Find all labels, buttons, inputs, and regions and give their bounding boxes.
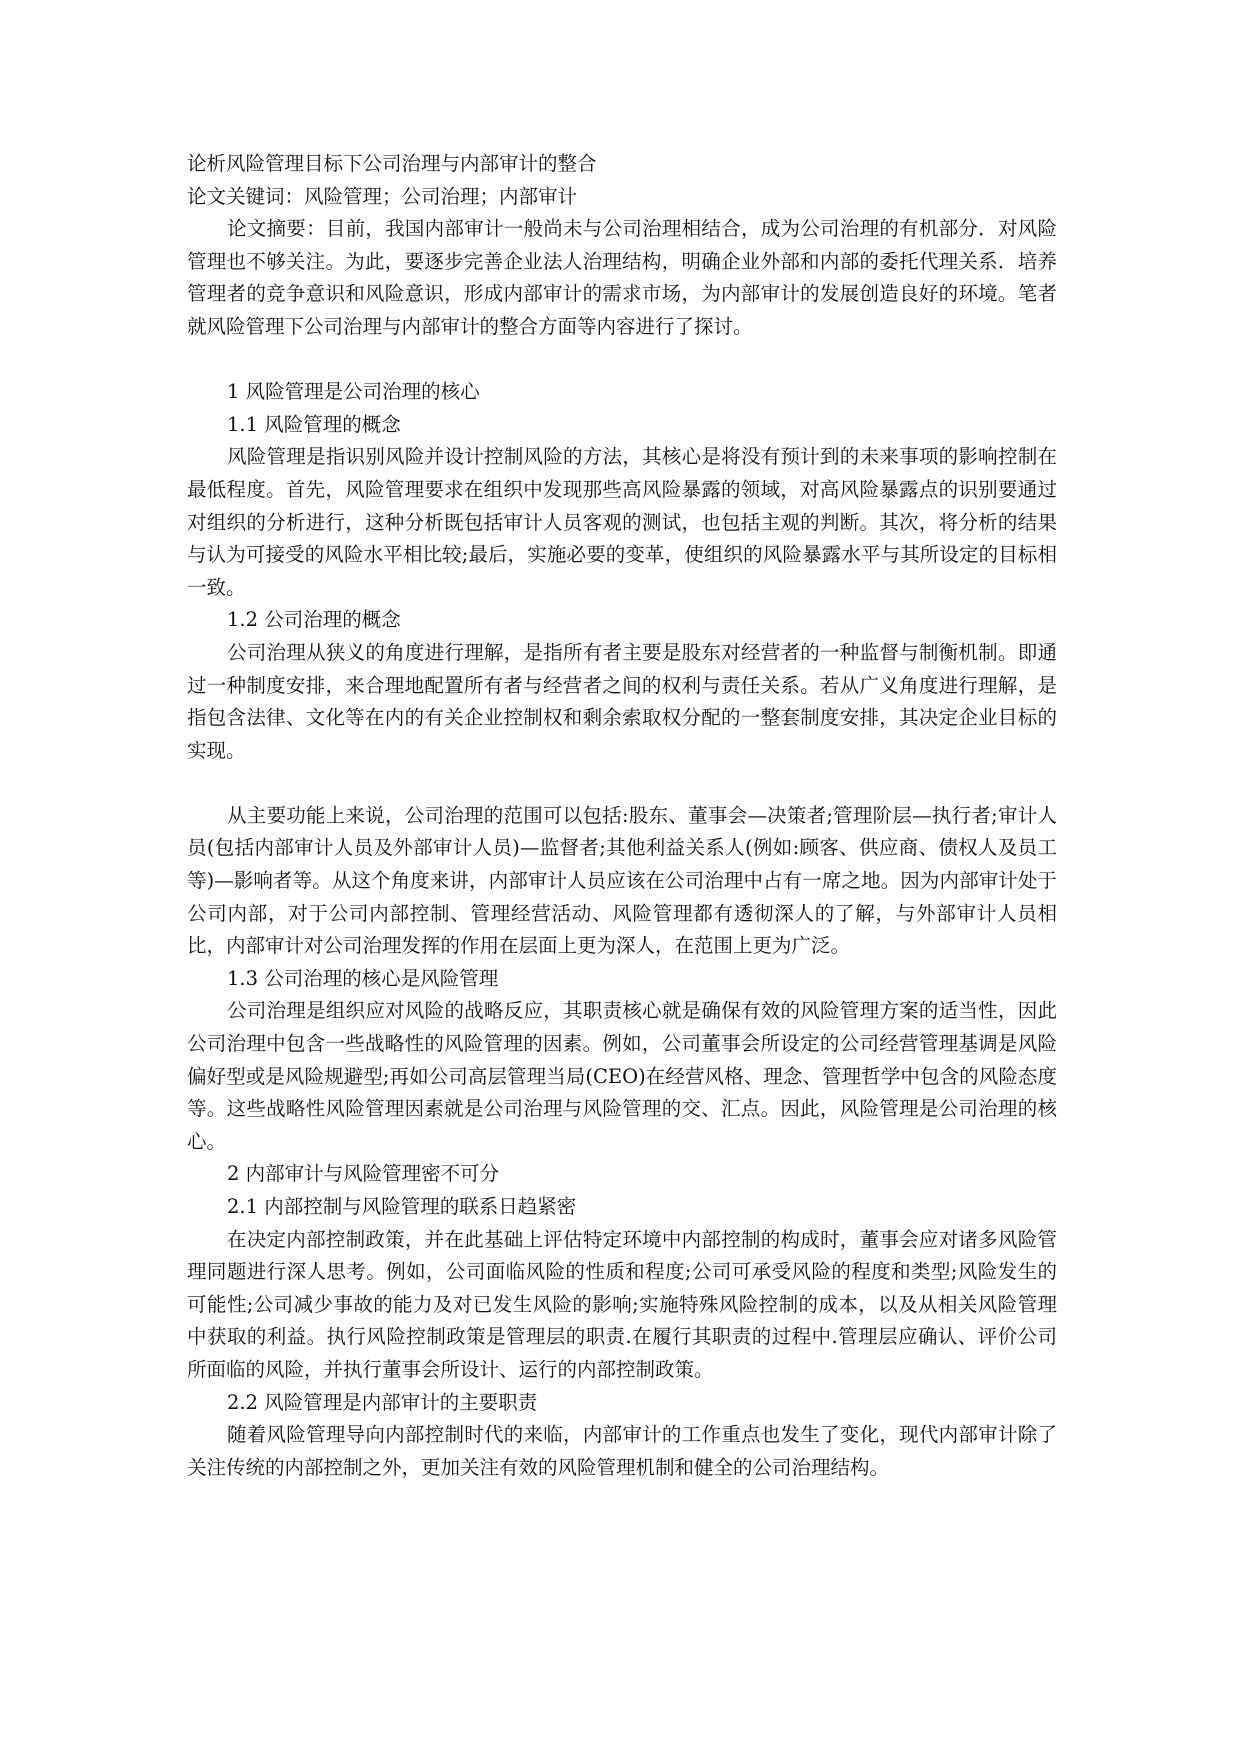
spacer (187, 344, 1057, 377)
subsection-heading-1-3: 1.3 公司治理的核心是风险管理 (227, 966, 499, 990)
keywords-line: 论文关键词：风险管理；公司治理；内部审计 (187, 184, 578, 208)
section-heading-1: 1 风险管理是公司治理的核心 (227, 380, 480, 404)
subsection-heading-2-1: 2.1 内部控制与风险管理的联系日趋紧密 (227, 1195, 577, 1218)
spacer (187, 767, 1057, 800)
subsection-heading-1-1: 1.1 风险管理的概念 (227, 412, 401, 436)
paragraph-1-2: 公司治理从狭义的角度进行理解，是指所有者主要是股东对经营者的一种监督与制衡机制。即通过一种制度安排，来合理地配置所有者与经营者之间的权利与责任关系。若从广义角度进行理解，是指包含法律、文化等在内的有关企业控制权和剩余索取权分配的一整套制度安排，其决定企业目标的实现。 (187, 640, 1057, 762)
paragraph-1-1: 风险管理是指识别风险并设计控制风险的方法，其核心是将没有预计到的未来事项的影响控制在最低程度。首先，风险管理要求在组织中发现那些高风险暴露的领域，对高风险暴露点的识别要通过对组织的分析进行，这种分析既包括审计人员客观的测试，也包括主观的判断。其次，将分析的结果与认为可接受的风险水平相比较;最后，实施必要的变革，使组织的风险暴露水平与其所设定的目标相一致。 (187, 445, 1057, 599)
document-title: 论析风险管理目标下公司治理与内部审计的整合 (187, 152, 597, 175)
subsection-heading-1-2: 1.2 公司治理的概念 (227, 608, 401, 632)
document-page (187, 148, 1057, 1484)
section-heading-2: 2 内部审计与风险管理密不可分 (227, 1162, 500, 1186)
paragraph-1-3: 公司治理是组织应对风险的战略反应，其职责核心就是确保有效的风险管理方案的适当性，因此公司治理中包含一些战略性的风险管理的因素。例如，公司董事会所设定的公司经营管理基调是风险偏好型或是风险规避型;再如公司高层管理当局(CEO)在经营风格、理念、管理哲学中包含的风险态度等。这些战略性风险管理因素就是公司治理与风险管理的交、汇点。因此，风险管理是公司治理的核心。 (187, 999, 1057, 1153)
paragraph-1-2-functions: 从主要功能上来说，公司治理的范围可以包括:股东、董事会—决策者;管理阶层—执行者;审计人员(包括内部审计人员及外部审计人员)—监督者;其他利益关系人(例如:顾客、供应商、债权人及员工等)—影响者等。从这个角度来讲，内部审计人员应该在公司治理中占有一席之地。因为内部审计处于公司内部，对于公司内部控制、管理经营活动、风险管理都有透彻深人的了解，与外部审计人员相比，内部审计对公司治理发挥的作用在层面上更为深人，在范围上更为广泛。 (187, 803, 1057, 958)
paragraph-2-2: 随着风险管理导向内部控制时代的来临，内部审计的工作重点也发生了变化，现代内部审计除了关注传统的内部控制之外，更加关注有效的风险管理机制和健全的公司治理结构。 (187, 1423, 1057, 1479)
abstract-paragraph: 论文摘要：目前，我国内部审计一般尚未与公司治理相结合，成为公司治理的有机部分．对风险管理也不够关注。为此，要逐步完善企业法人治理结构，明确企业外部和内部的委托代理关系．培养管理者的竞争意识和风险意识，形成内部审计的需求市场，为内部审计的发展创造良好的环境。笔者就风险管理下公司治理与内部审计的整合方面等内容进行了探讨。 (187, 217, 1057, 338)
subsection-heading-2-2: 2.2 风险管理是内部审计的主要职责 (227, 1390, 538, 1414)
paragraph-2-1: 在决定内部控制政策，并在此基础上评估特定环境中内部控制的构成时，董事会应对诸多风险管理同题进行深人思考。例如，公司面临风险的性质和程度;公司可承受风险的程度和类型;风险发生的可能性;公司减少事故的能力及对已发生风险的影响;实施特殊风险控制的成本，以及从相关风险管理中获取的利益。执行风险控制政策是管理层的职责.在履行其职责的过程中.管理层应确认、评价公司所面临的风险，并执行董事会所设计、运行的内部控制政策。 (187, 1227, 1057, 1381)
